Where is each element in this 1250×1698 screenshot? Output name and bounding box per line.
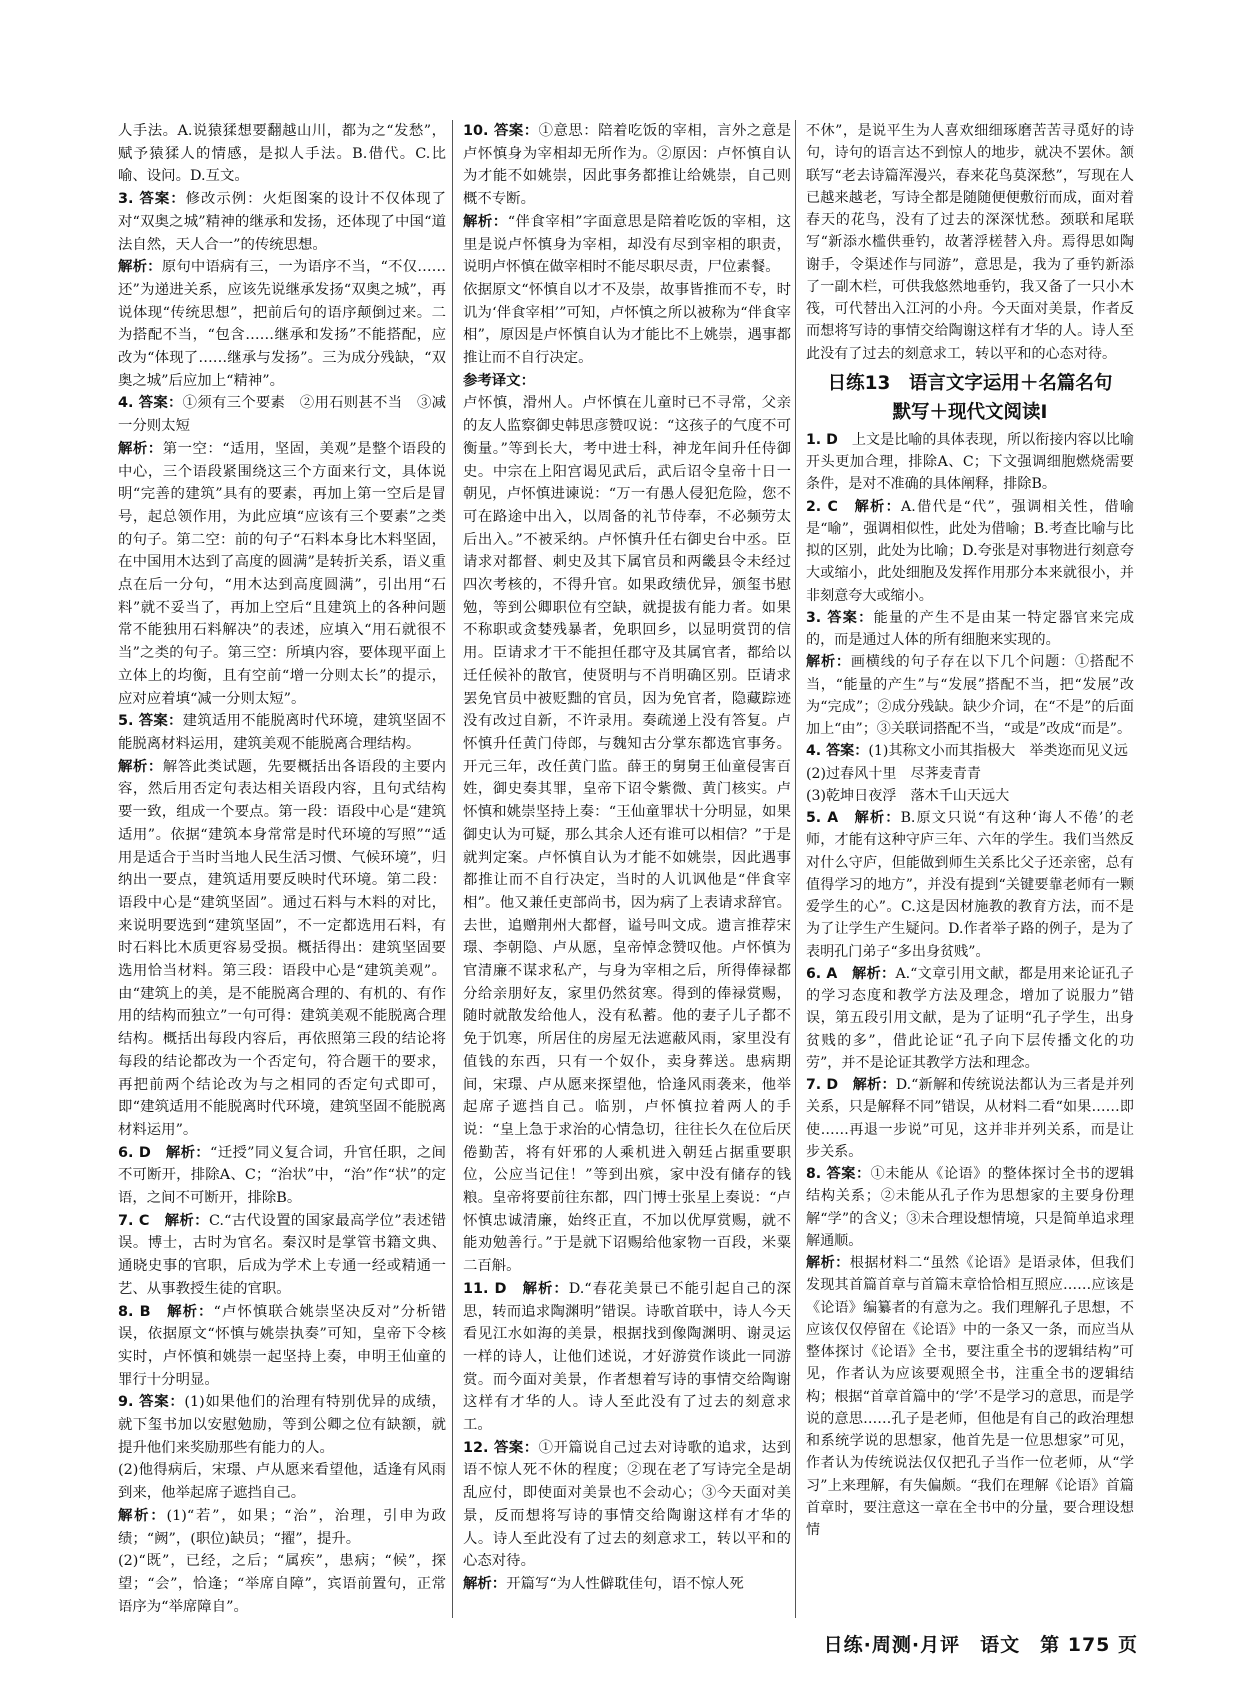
- answer-label: 4. 答案：: [118, 395, 183, 412]
- answer-label: 解析：: [463, 213, 508, 230]
- column-1: [118, 120, 446, 1618]
- answer-text: (2)他得病后，宋璟、卢从愿来看望他，适逢有风雨到来，他举起席子遮挡自己。: [118, 1462, 446, 1502]
- answer-text: (1)如果他们的治理有特别优异的成绩，就下玺书加以安慰勉励，等到公卿之位有缺额，就提升他们来奖励那些有能力的人。: [118, 1394, 446, 1456]
- answer-label: 5. 答案：: [118, 713, 183, 730]
- answer-paragraph: [118, 1301, 446, 1392]
- answer-text: 画横线的句子存在以下几个问题：①搭配不当，“能量的产生”与“发展”搭配不当，把“发展”改为“完成”；②成分残缺。缺少介词，在“不是”的后面加上“由”；③关联词搭配不当，“或是”改成“而是”。: [806, 654, 1134, 737]
- answer-label: 解析：: [463, 1576, 507, 1592]
- answer-text: 开篇写“为人性僻耽佳句，语不惊人死: [506, 1576, 744, 1592]
- answer-paragraph: [806, 429, 1134, 496]
- column-rule-1: [452, 120, 453, 1618]
- answer-text: 依据原文“怀慎自以才不及崇，故事皆推而不专，时讥为‘伴食宰相’”可知，卢怀慎之所以被称为“伴食宰相”，原因是卢怀慎自认为才能比不上姚崇，遇事都推让而不自行决定。: [463, 281, 791, 367]
- answer-paragraph: [806, 1074, 1134, 1163]
- answer-paragraph: [118, 710, 446, 755]
- column-rule-2: [795, 120, 796, 1618]
- answer-label: 7. C 解析：: [118, 1212, 209, 1229]
- column-3-top: [806, 120, 1134, 365]
- section-heading-line2: 默写＋现代文阅读Ⅰ: [892, 401, 1048, 423]
- answer-text: ①开篇说自己过去对诗歌的追求，达到语不惊人死不休的程度；②现在老了写诗完全是胡乱应付，即使面对美景也不会动心；③今天面对美景，反而想将写诗的事情交给陶谢这样有才华的人。诗人至此没有了过去的刻意求工，转以平和的心态对待。: [463, 1439, 791, 1570]
- answer-text: “伴食宰相”字面意思是陪着吃饭的宰相，这里是说卢怀慎身为宰相，却没有尽到宰相的职责，说明卢怀慎在做宰相时不能尽职尽责，尸位素餐。: [463, 213, 791, 276]
- answer-paragraph: [118, 1550, 446, 1618]
- answer-paragraph: [463, 1573, 791, 1596]
- answer-text: B.原文只说“有这种‘诲人不倦’的老师，才能有这种守庐三年、六年的学生。我们当然反对什么守庐，但能做到师生关系比父子还亲密，总有值得学习的地方”，并没有提到“关键要靠老师有一颗爱学生的心”。C.这是因材施教的教育方法，而不是为了让学生产生疑问。D.作者举子路的例子，是为了表明孔门弟子“多出身贫贱”。: [806, 810, 1134, 960]
- answer-text: 第一空：“适用，坚固，美观”是整个语段的中心，三个语段紧围绕这三个方面来行文，具体说明“完善的建筑”具有的要素，再加上第一空后是冒号，起总领作用，为此应填“应该有三个要素”之类的句子。第二空：前的句子“石料本身比木料坚固，在中国用木达到了高度的圆满”是转折关系，语义重点在后一分句，“用木达到高度圆满”，引出用“石料”就不妥当了，再加上空后“且建筑上的各种问题常不能独用石料解决”的表述，应填入“用石就很不当”之类的句子。第三空：所填内容，要体现平面上立体上的均衡，且有空前“增一分则太长”的提示，应对应着填“减一分则太短”。: [118, 440, 446, 707]
- answer-paragraph: [806, 1252, 1134, 1541]
- answer-text: 不休”，是说平生为人喜欢细细琢磨苦苦寻觅好的诗句，诗句的语言达不到惊人的地步，就决不罢休。颔联写“老去诗篇浑漫兴，春来花鸟莫深愁”，写现在人已越来越老，写诗全都是随随便便敷衍而成，面对着春天的花鸟，没有了过去的深深忧愁。颈联和尾联写“新添水槛供垂钓，故著浮槎替入舟。焉得思如陶谢手，令渠述作与同游”，意思是，我为了垂钓新添了一副木栏，可供我悠然地垂钓，我又备了一只小木筏，可代替出入江河的小舟。今天面对美景，作者反而想将写诗的事情交给陶谢这样有才华的人。诗人至此没有了过去的刻意求工，转以平和的心态对待。: [806, 123, 1134, 362]
- answer-label: 1. D: [806, 431, 852, 448]
- answer-text: (1)“若”，如果；“治”，治理，引申为政绩；“阙”，(职位)缺员；“擢”，提升。: [118, 1507, 446, 1547]
- answer-label: 2. C 解析：: [806, 498, 902, 515]
- answer-text: 能量的产生不是由某一特定器官来完成的，而是通过人体的所有细胞来实现的。: [806, 609, 1134, 648]
- answer-paragraph: [806, 807, 1134, 963]
- answer-paragraph: [118, 1391, 446, 1459]
- answer-text: 修改示例：火炬图案的设计不仅体现了对“双奥之城”精神的继承和发扬，还体现了中国“道法自然，天人合一”的传统思想。: [118, 191, 446, 253]
- answer-paragraph: [806, 607, 1134, 652]
- answer-label: 解析：: [806, 654, 851, 671]
- answer-text: C.“古代设置的国家最高学位”表述错误。博士，古时为官名。秦汉时是掌管书籍文典、通晓史事的官职，后成为学术上专通一经或精通一艺、从事教授生徒的官职。: [118, 1212, 446, 1297]
- answer-label: 8. B 解析：: [118, 1303, 214, 1320]
- answer-label: 9. 答案：: [118, 1394, 185, 1411]
- column-2: [463, 120, 791, 1596]
- answer-paragraph: [118, 1210, 446, 1301]
- section-heading-line1: 日练13 语言文字运用＋名篇名句: [827, 372, 1113, 394]
- answer-paragraph: [463, 1437, 791, 1573]
- answer-label: 解析：: [118, 259, 162, 276]
- answer-paragraph: [806, 496, 1134, 607]
- answer-text: (1)其称文小而其指极大 举类迩而见义远: [868, 743, 1128, 760]
- answer-label: 7. D 解析：: [806, 1077, 896, 1093]
- answer-text: “迁授”同义复合词，升官任职，之间不可断开，排除A、C；“治状”中，“治”作“状”的定语，之间不可断开，排除B。: [118, 1144, 447, 1207]
- answer-label: 12. 答案：: [463, 1439, 539, 1456]
- answer-paragraph: [806, 1163, 1134, 1252]
- answer-text: (2)“既”，已经，之后；“属疾”，患病；“候”，探望；“会”，恰逢；“举席自障”，宾语前置句，正常语序为“举席障自”。: [118, 1553, 446, 1615]
- answer-text: 上文是比喻的具体表现，所以衔接内容以比喻开头更加合理，排除A、C；下文强调细胞燃烧需要条件，是对不准确的具体阐释，排除B。: [806, 431, 1134, 493]
- answer-label: 6. D 解析：: [118, 1144, 211, 1161]
- answer-paragraph: [463, 120, 791, 211]
- answer-paragraph: [463, 279, 791, 370]
- answer-label: 6. A 解析：: [806, 965, 896, 982]
- answer-text: ①意思：陪着吃饭的宰相，言外之意是卢怀慎身为宰相却无所作为。②原因：卢怀慎自认为才能不如姚崇，因此事务都推让给姚崇，自己则概不专断。: [463, 123, 791, 208]
- answer-label: 8. 答案：: [806, 1166, 871, 1182]
- answer-label: 10. 答案：: [463, 123, 539, 139]
- column-3: [806, 120, 1134, 1541]
- answer-text: A.借代是“代”，强调相关性，借喻是“喻”，强调相似性，此处为借喻；B.考查比喻与比拟的区别，此处为比喻；D.夸张是对事物进行刻意夸大或缩小，此处细胞及发挥作用那分本来就很小，并非刻意夸大或缩小。: [806, 498, 1134, 604]
- answer-label: 解析：: [118, 758, 163, 775]
- answer-label: 11. D 解析：: [463, 1280, 569, 1297]
- answer-paragraph: [806, 763, 1134, 785]
- column-3-bottom: [806, 429, 1134, 1542]
- answer-label: 5. A 解析：: [806, 810, 901, 826]
- answer-text: 卢怀慎，滑州人。卢怀慎在儿童时已不寻常，父亲的友人监察御史韩思彦赞叹说：“这孩子的气度不可衡量。”等到长大，考中进士科，神龙年间升任侍御史。中宗在上阳宫谒见武后，武后诏令皇帝十日一朝见，卢怀慎进谏说：“万一有愚人侵犯危险，您不可在路途中出入，以周备的礼节侍奉，不必频劳太后出入。”不被采纳。卢怀慎升任右御史台中丞。臣请求对都督、刺史及其下属官员和两畿县令未经过四次考核的，不得升官。如果政绩优异，颁玺书慰勉，等到公卿职位有空缺，就提拔有能力者。如果不称职或贪婪残暴者，免职回乡，以显明赏罚的信用。臣请求才干不能担任郡守及其属官者，都给以迁任候补的散官，使贤明与不肖明确区别。臣请求罢免官员中被贬黜的官员，因为免官者，隐藏踪迹没有改过自新，不许录用。奏疏递上没有答复。卢怀慎升任黄门侍郎，与魏知古分掌东都选官事务。开元三年，改任黄门监。薛王的舅舅王仙童侵害百姓，御史奏其罪，皇帝下诏令紫微、黄门核实。卢怀慎和姚崇坚持上奏：“王仙童罪状十分明显，如果御史认为可疑，那么其余人还有谁可以相信？”于是就判定案。卢怀慎自认为才能不如姚崇，因此遇事都推让而不自行决定，当时的人讥讽他是“伴食宰相”。他又兼任吏部尚书，因为病了上表请求辞官。去世，追赠荆州大都督，谥号叫文成。遗言推荐宋璟、李朝隐、卢从愿，皇帝悼念赞叹他。卢怀慎为官清廉不谋求私产，与身为宰相之后，所得俸禄都分给亲朋好友，家里仍然贫寒。得到的俸禄赏赐，随时就散发给他人，没有私蓄。他的妻子儿子都不免于饥寒，所居住的房屋无法遮蔽风雨，家里没有值钱的东西，只有一个奴仆，卖身葬送。患病期间，宋璟、卢从愿来探望他，恰逢风雨袭来，他举起席子遮挡自己。临别，卢怀慎拉着两人的手说：“皇上急于求治的心情急切，往往长久在位后厌倦勤苦，将有奸邪的人乘机进入朝廷占据重要职位，公应当记住！”等到出殡，家中没有储存的钱粮。皇帝将要前往东都，四门博士张星上奏说：“卢怀慎忠诚清廉，始终正直，不加以优厚赏赐，就不能劝勉善行。”于是就下诏赐给他家物一百段，米粟二百斛。: [463, 395, 791, 1275]
- answer-paragraph: [463, 370, 791, 393]
- answer-paragraph: [118, 756, 446, 1142]
- answer-paragraph: [806, 120, 1134, 365]
- answer-text: 原句中语病有三，一为语序不当，“不仅……还”为递进关系，应该先说继承发扬“双奥之城”，再说体现“传统思想”，把前后句的语序颠倒过来。二为搭配不当，“包含……继承和发扬”不能搭配，应改为“体现了……继承与发扬”。三为成分残缺，“双奥之城”后应加上“精神”。: [118, 259, 446, 389]
- answer-paragraph: [118, 1459, 446, 1504]
- answer-paragraph: [463, 1278, 791, 1437]
- answer-label: 解析：: [118, 440, 163, 457]
- answer-paragraph: [118, 120, 446, 188]
- answer-paragraph: [806, 740, 1134, 762]
- answer-text: ①须有三个要素 ②用石则甚不当 ③减一分则太短: [118, 395, 446, 435]
- answer-paragraph: [806, 963, 1134, 1074]
- answer-text: “卢怀慎联合姚崇坚决反对”分析错误，依据原文“怀慎与姚崇执奏”可知，皇帝下令核实时，卢怀慎和姚崇一起坚持上奏，申明王仙童的罪行十分明显。: [118, 1303, 446, 1388]
- answer-text: D.“春花美景已不能引起自己的深思，转而追求陶渊明”错误。诗歌首联中，诗人今天看见江水如海的美景，根据找到像陶渊明、谢灵运一样的诗人，让他们述说，才好游赏作谈此一同游赏。而今面对美景，作者想着写诗的事情交给陶谢这样有才华的人。诗人至此没有了过去的刻意求工。: [463, 1280, 791, 1434]
- answer-text: A.“文章引用文献，都是用来论证孔子的学习态度和教学方法及理念，增加了说服力”错误，第五段引用文献，是为了证明“孔子学生，出身贫贱的多”，借此论证“孔子向下层传播文化的功劳”，并不是论证其教学方法和理念。: [806, 965, 1134, 1071]
- answer-paragraph: [806, 651, 1134, 740]
- page-footer: 日练·周测·月评 语文 第 175 页: [823, 1634, 1138, 1656]
- answer-paragraph: [463, 392, 791, 1277]
- answer-label: 解析：: [806, 1255, 850, 1271]
- answer-paragraph: [463, 211, 791, 279]
- answer-text: 人手法。A.说猿猱想要翻越山川，都为之“发愁”，赋予猿猱人的情感，是拟人手法。B.借代。C.比喻、设问。D.互文。: [118, 123, 446, 185]
- answer-text: ①未能从《论语》的整体探讨全书的逻辑结构关系；②未能从孔子作为思想家的主要身份理解“学”的含义；③未合理设想情境，只是简单追求理解通顺。: [806, 1166, 1134, 1249]
- answer-text: (3)乾坤日夜浮 落木千山天远大: [806, 787, 1010, 804]
- answer-paragraph: [118, 1142, 446, 1210]
- answer-paragraph: [118, 392, 446, 437]
- answer-text: (2)过春风十里 尽荠麦青青: [806, 765, 981, 782]
- section-heading: [806, 369, 1134, 427]
- answer-paragraph: [118, 438, 446, 710]
- answer-paragraph: [118, 1505, 446, 1550]
- answer-label: 4. 答案：: [806, 743, 869, 760]
- answer-paragraph: [118, 256, 446, 392]
- answer-text: 解答此类试题，先要概括出各语段的主要内容，然后用否定句表达相关语段内容，且句式结构要一致，组成一个要点。第一段：语段中心是“建筑适用”。依据“建筑本身常常是时代环境的写照”“适用是适合于当时当地人民生活习惯、气候环境”，归纳出一要点，建筑适用要反映时代环境。第二段：语段中心是“建筑坚固”。通过石料与木料的对比，来说明要选到“建筑坚固”，不一定都选用石料，有时石料比木质更容易受损。概括得出：建筑坚固要选用恰当材料。第三段：语段中心是“建筑美观”。由“建筑上的美，是不能脱离合理的、有机的、有作用的结构而独立”一句可得：建筑美观不能脱离合理结构。概括出每段内容后，再依照第三段的结论将每段的结论都改为一个否定句，符合题干的要求，再把前两个结论改为与之相同的否定句式即可，即“建筑适用不能脱离时代环境，建筑坚固不能脱离材料运用”。: [118, 758, 446, 1138]
- answer-label: 3. 答案：: [118, 191, 186, 208]
- answer-label: 3. 答案：: [806, 609, 874, 626]
- answer-paragraph: [118, 188, 446, 256]
- answer-text: 建筑适用不能脱离时代环境，建筑坚固不能脱离材料运用，建筑美观不能脱离合理结构。: [118, 713, 446, 752]
- answer-label: 参考译文：: [463, 372, 535, 389]
- answer-text: 根据材料二“虽然《论语》是语录体，但我们发现其首篇首章与首篇末章恰恰相互照应……应该是《论语》编纂者的有意为之。我们理解孔子思想，不应该仅仅停留在《论语》中的一条又一条，而应当从整体探讨《论语》全书，要注重全书的逻辑结构”可见，作者认为应该要观照全书，注重全书的逻辑结构；根据“首章首篇中的‘学’不是学习的意思，而是学说的意思……孔子是老师，但他是有自己的政治理想和系统学说的思想家，他首先是一位思想家”可见，作者认为传统说法仅仅把孔子当作一位老师，从“学习”上来理解，有失偏颇。“我们在理解《论语》首篇首章时，要注意这一章在全书中的分量，要合理设想情: [806, 1255, 1135, 1538]
- answer-text: D.“新解和传统说法都认为三者是并列关系，只是解释不同”错误，从材料二看“如果……即使……再退一步说”可见，这并非并列关系，而是让步关系。: [806, 1077, 1135, 1160]
- answer-label: 解析：: [118, 1507, 167, 1524]
- answer-paragraph: [806, 785, 1134, 807]
